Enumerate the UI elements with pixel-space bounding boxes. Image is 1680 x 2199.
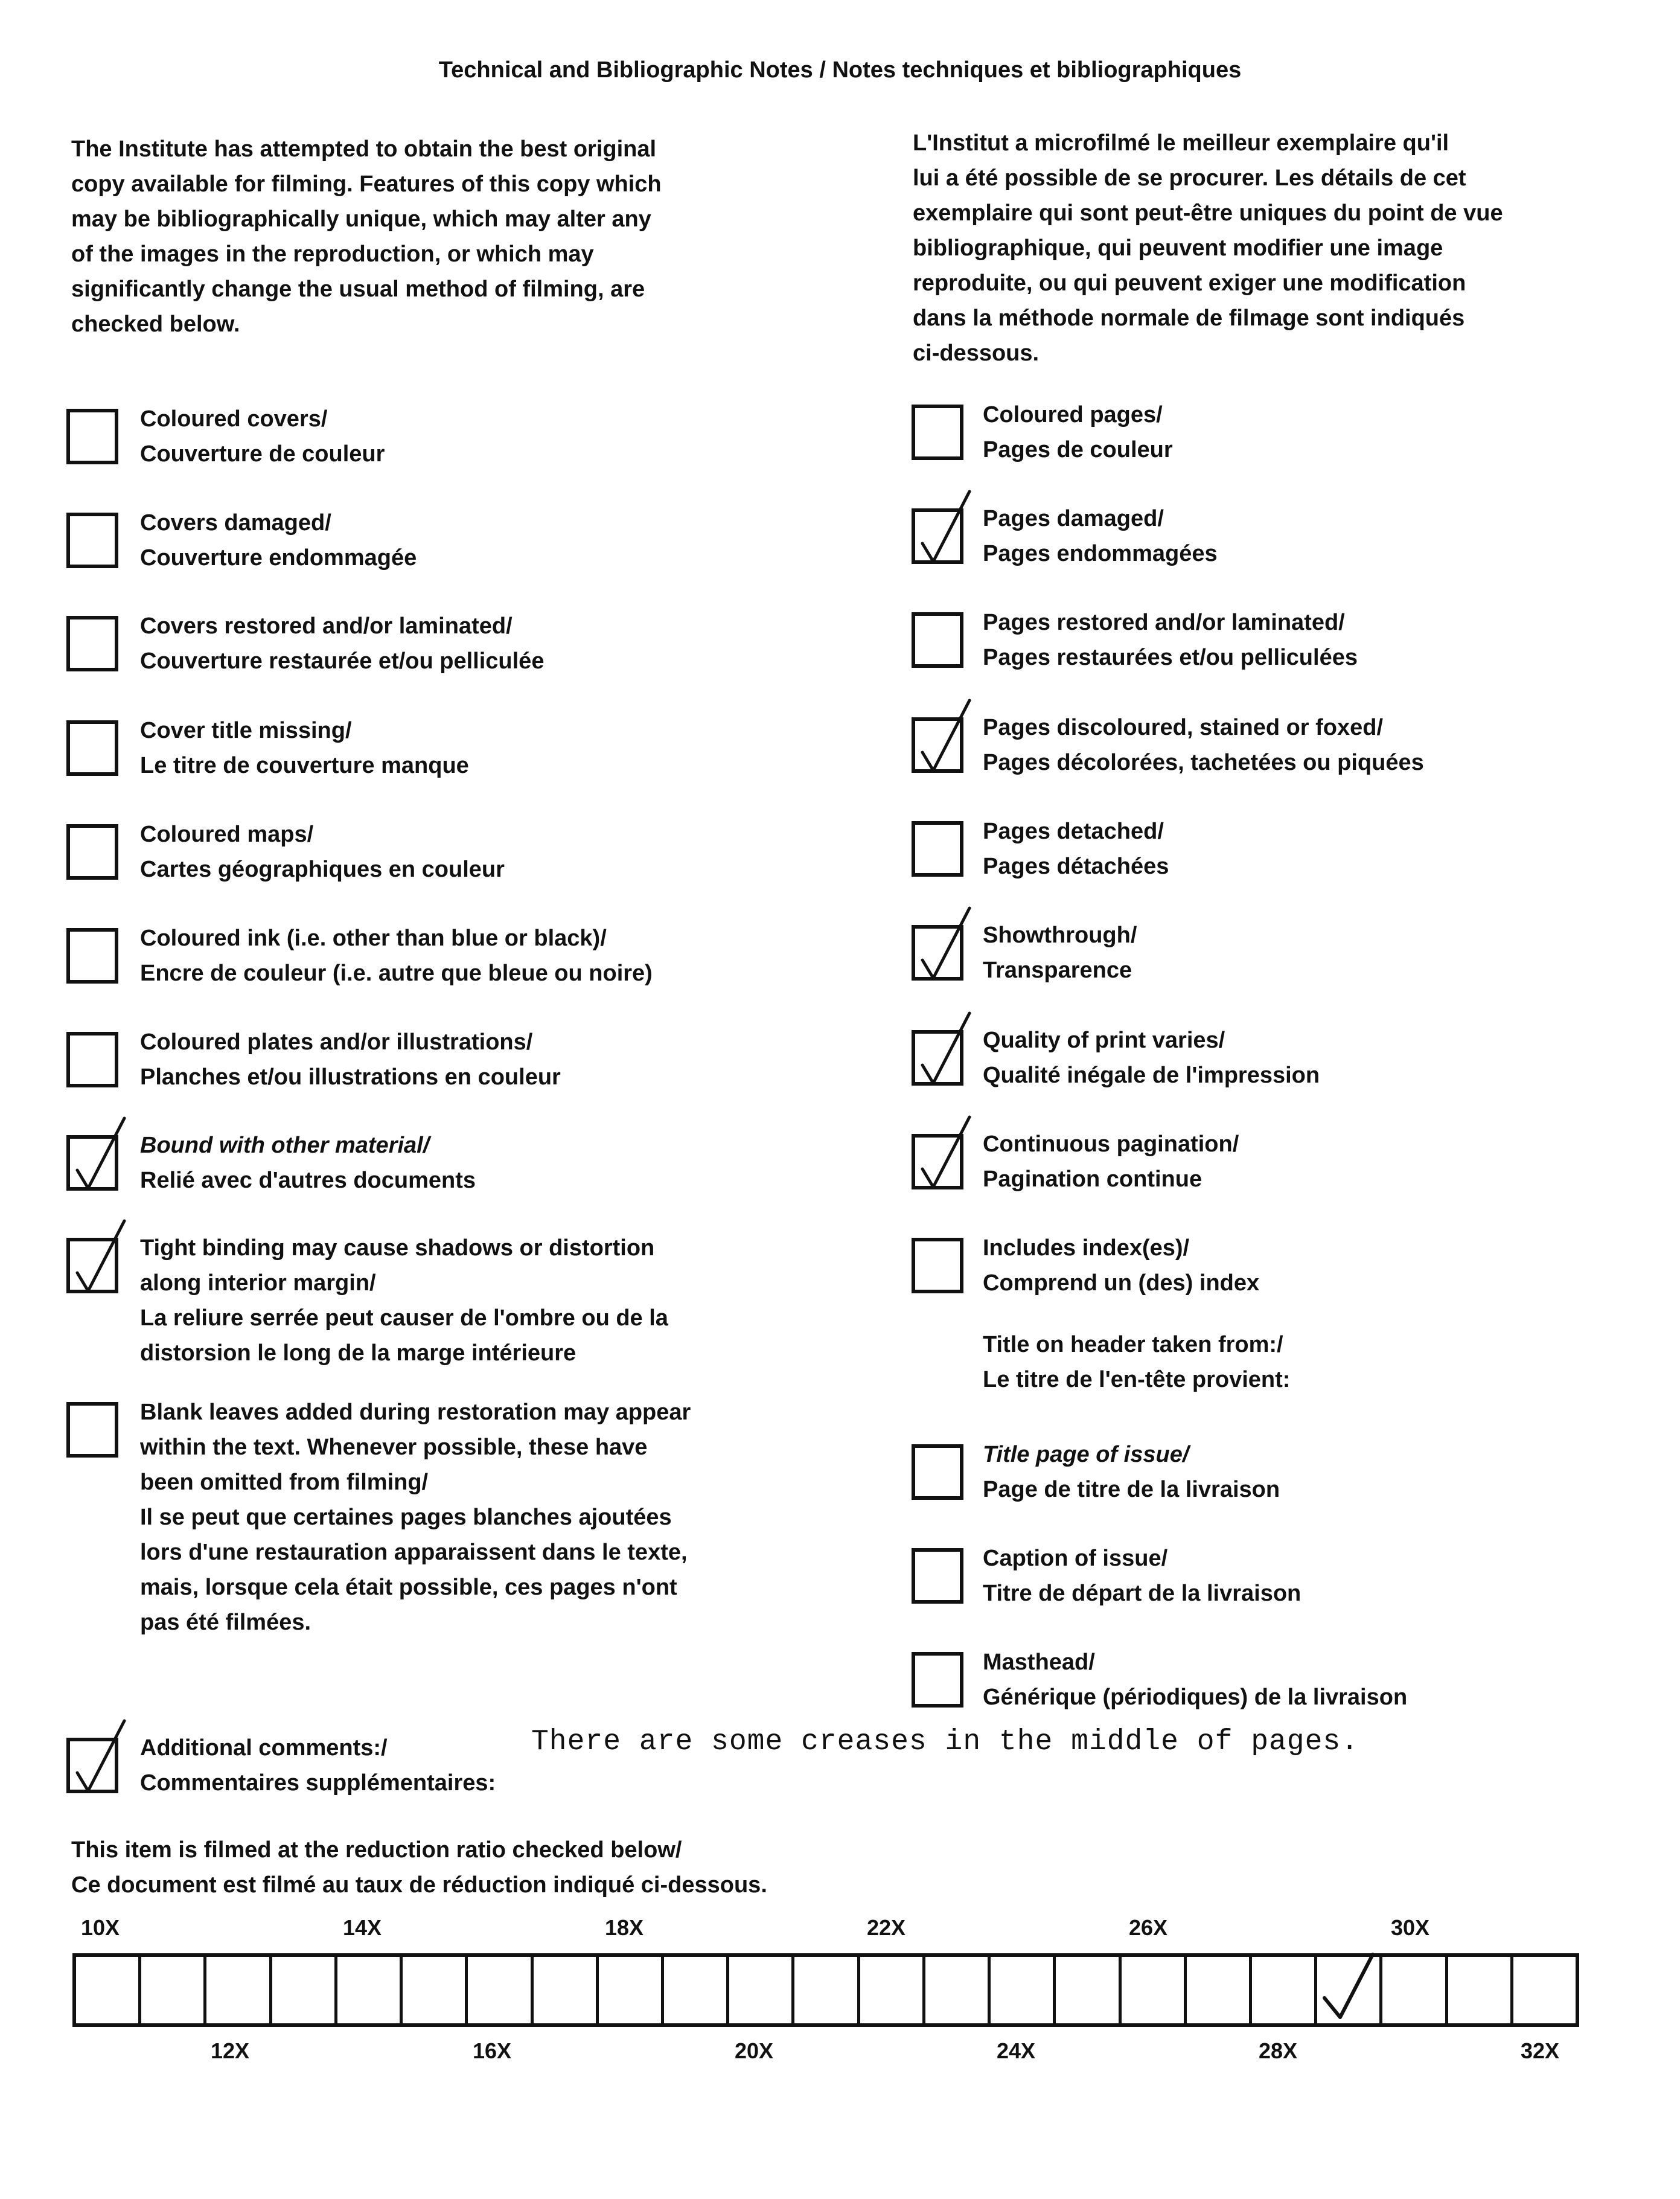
label-line: pas été filmées. (140, 1610, 311, 1635)
label-pages-damaged (983, 501, 1218, 571)
ratio-cell[interactable] (860, 1957, 925, 2023)
label-line: Includes index(es)/ (983, 1235, 1190, 1261)
label-tight-binding-may-cause-shadows-or-distortion (140, 1231, 668, 1371)
checkmark-icon (64, 1115, 130, 1199)
label-line: Qualité inégale de l'impression (983, 1063, 1320, 1088)
ratio-cell[interactable] (1252, 1957, 1317, 2023)
intro-line: reproduite, ou qui peuvent exiger une modification (913, 270, 1466, 296)
label-line: Bound with other material/ (140, 1133, 430, 1158)
checkmark-icon (909, 904, 976, 989)
checkbox-title-page-of-issue[interactable] (912, 1444, 963, 1500)
ratio-cell[interactable] (1056, 1957, 1121, 2023)
checkbox-tight-binding-may-cause-shadows-or-distortion[interactable] (66, 1238, 118, 1293)
label-masthead (983, 1645, 1407, 1715)
label-line: Couverture endommagée (140, 545, 417, 571)
intro-line: L'Institut a microfilmé le meilleur exemplaire qu'il (913, 130, 1449, 156)
label-line: Showthrough/ (983, 923, 1137, 948)
checkbox-pages-discoloured-stained-or-foxed[interactable] (912, 717, 963, 773)
label-includes-index-es (983, 1231, 1259, 1301)
checkmark-icon (909, 1113, 976, 1198)
header-source-label (983, 1327, 1290, 1397)
label-cover-title-missing (140, 713, 469, 783)
header-source-line-en: Title on header taken from:/ (983, 1332, 1283, 1357)
label-line: Covers damaged/ (140, 510, 331, 536)
ratio-cell[interactable] (925, 1957, 991, 2023)
intro-line: lui a été possible de se procurer. Les détails de cet (913, 165, 1466, 191)
ratio-cell[interactable] (1187, 1957, 1252, 2023)
label-line: Pages endommagées (983, 541, 1218, 566)
ratio-label-top: 14X (343, 1915, 382, 1940)
label-continuous-pagination (983, 1127, 1239, 1197)
additional-comments-label (140, 1730, 496, 1800)
label-line: Pages restored and/or laminated/ (983, 610, 1345, 635)
checkbox-coloured-covers[interactable] (66, 409, 118, 464)
reduction-line-fr: Ce document est filmé au taux de réduction indiqué ci-dessous. (71, 1872, 767, 1898)
label-line: Cover title missing/ (140, 718, 352, 743)
label-line: Caption of issue/ (983, 1546, 1168, 1571)
checkbox-continuous-pagination[interactable] (912, 1134, 963, 1189)
label-line: been omitted from filming/ (140, 1470, 429, 1495)
label-line: Pages discoloured, stained or foxed/ (983, 715, 1384, 740)
checkbox-showthrough[interactable] (912, 925, 963, 981)
checkbox-pages-restored-and-or-laminated[interactable] (912, 612, 963, 668)
label-line: mais, lorsque cela était possible, ces pages n'ont (140, 1575, 677, 1600)
checkbox-coloured-ink-i-e-other-than-blue-or-black[interactable] (66, 928, 118, 984)
checkmark-icon (1317, 1951, 1384, 2029)
ratio-label-bottom: 28X (1259, 2038, 1298, 2063)
checkbox-pages-detached[interactable] (912, 821, 963, 877)
ratio-cell[interactable] (141, 1957, 206, 2023)
label-coloured-plates-and-or-illustrations (140, 1025, 561, 1095)
ratio-cell[interactable] (1122, 1957, 1187, 2023)
checkbox-pages-damaged[interactable] (912, 508, 963, 564)
comments-line-en: Additional comments:/ (140, 1735, 388, 1761)
checkbox-includes-index-es[interactable] (912, 1238, 963, 1293)
ratio-cell[interactable] (272, 1957, 337, 2023)
label-line: Relié avec d'autres documents (140, 1168, 476, 1193)
ratio-label-bottom: 32X (1521, 2038, 1560, 2063)
label-pages-detached (983, 814, 1169, 884)
checkmark-icon (909, 1010, 976, 1094)
label-blank-leaves-added-during-restoration-may-appear (140, 1395, 691, 1640)
checkbox-masthead[interactable] (912, 1652, 963, 1708)
label-line: Continuous pagination/ (983, 1132, 1239, 1157)
ratio-cell[interactable] (1317, 1957, 1382, 2023)
ratio-cell[interactable] (794, 1957, 860, 2023)
ratio-cell[interactable] (729, 1957, 794, 2023)
checkmark-icon (909, 488, 976, 572)
checkmark-icon (64, 1717, 130, 1802)
label-line: distorsion le long de la marge intérieure (140, 1340, 577, 1366)
ratio-label-bottom: 12X (211, 2038, 250, 2063)
ratio-cell[interactable] (403, 1957, 468, 2023)
reduction-line-en: This item is filmed at the reduction ratio checked below/ (71, 1837, 682, 1863)
label-line: lors d'une restauration apparaissent dans le texte, (140, 1540, 688, 1565)
label-line: Pages détachées (983, 854, 1169, 879)
checkbox-quality-of-print-varies[interactable] (912, 1030, 963, 1086)
label-showthrough (983, 918, 1137, 988)
label-coloured-pages (983, 397, 1173, 467)
page-title: Technical and Bibliographic Notes / Notes techniques et bibliographiques (438, 57, 1242, 83)
intro-french (913, 126, 1503, 371)
intro-line: copy available for filming. Features of this copy which (71, 171, 662, 197)
label-coloured-maps (140, 817, 505, 887)
label-pages-discoloured-stained-or-foxed (983, 710, 1424, 780)
label-line: Pages décolorées, tachetées ou piquées (983, 750, 1424, 775)
label-line: Blank leaves added during restoration may appear (140, 1400, 691, 1425)
reduction-ratio-text (71, 1832, 767, 1903)
label-coloured-ink-i-e-other-than-blue-or-black (140, 921, 653, 991)
comments-line-fr: Commentaires supplémentaires: (140, 1770, 496, 1796)
label-line: Quality of print varies/ (983, 1028, 1225, 1053)
ratio-label-top: 18X (605, 1915, 644, 1940)
ratio-cell[interactable] (337, 1957, 403, 2023)
checkbox-cover-title-missing[interactable] (66, 720, 118, 776)
ratio-cell[interactable] (206, 1957, 272, 2023)
label-covers-damaged (140, 505, 417, 575)
checkbox-covers-damaged[interactable] (66, 513, 118, 568)
label-line: Encre de couleur (i.e. autre que bleue ou noire) (140, 961, 653, 986)
label-line: Coloured ink (i.e. other than blue or black)/ (140, 926, 607, 951)
label-line: Couverture restaurée et/ou pelliculée (140, 648, 545, 674)
intro-line: checked below. (71, 312, 240, 337)
ratio-cell[interactable] (1448, 1957, 1513, 2023)
label-line: Pages de couleur (983, 437, 1173, 463)
ratio-cell[interactable] (1513, 1957, 1576, 2023)
label-line: Tight binding may cause shadows or distortion (140, 1235, 655, 1261)
label-line: Cartes géographiques en couleur (140, 857, 505, 882)
checkbox-coloured-plates-and-or-illustrations[interactable] (66, 1032, 118, 1087)
label-title-page-of-issue (983, 1437, 1280, 1507)
label-line: Coloured pages/ (983, 402, 1163, 427)
intro-line: may be bibliographically unique, which may alter any (71, 206, 651, 232)
ratio-label-bottom: 20X (735, 2038, 774, 2063)
ratio-label-bottom: 16X (473, 2038, 512, 2063)
checkmark-icon (64, 1217, 130, 1302)
label-quality-of-print-varies (983, 1023, 1320, 1093)
ratio-cell[interactable] (534, 1957, 599, 2023)
label-line: Covers restored and/or laminated/ (140, 613, 513, 639)
intro-line: significantly change the usual method of filming, are (71, 277, 645, 302)
ratio-cell[interactable] (664, 1957, 729, 2023)
label-line: Pagination continue (983, 1167, 1203, 1192)
ratio-label-top: 22X (867, 1915, 906, 1940)
ratio-label-top: 26X (1129, 1915, 1168, 1940)
checkbox-bound-with-other-material[interactable] (66, 1135, 118, 1191)
label-line: Pages detached/ (983, 819, 1164, 844)
label-line: Pages damaged/ (983, 506, 1164, 531)
reduction-ratio-strip (72, 1953, 1579, 2027)
label-line: Masthead/ (983, 1650, 1095, 1675)
label-line: Coloured plates and/or illustrations/ (140, 1029, 533, 1055)
intro-line-part: bibliographique, qui peuvent modifier une image (913, 235, 1443, 261)
label-pages-restored-and-or-laminated (983, 605, 1358, 675)
label-line: Comprend un (des) index (983, 1270, 1260, 1296)
intro-line: dans la méthode normale de filmage sont indiqués (913, 306, 1465, 331)
ratio-label-bottom: 24X (997, 2038, 1036, 2063)
label-line: Pages restaurées et/ou pelliculées (983, 645, 1358, 670)
label-line: Générique (périodiques) de la livraison (983, 1685, 1408, 1710)
label-line: Planches et/ou illustrations en couleur (140, 1064, 561, 1090)
ratio-cell[interactable] (76, 1957, 141, 2023)
intro-line: ci-dessous. (913, 341, 1040, 366)
checkmark-icon (909, 697, 976, 781)
ratio-cell[interactable] (991, 1957, 1056, 2023)
label-bound-with-other-material (140, 1128, 476, 1198)
checkbox-blank-leaves-added-during-restoration-may-appear[interactable] (66, 1402, 118, 1458)
label-line: Il se peut que certaines pages blanches ajoutées (140, 1505, 672, 1530)
label-line: Coloured covers/ (140, 406, 328, 432)
label-coloured-covers (140, 402, 385, 472)
additional-comments-text: There are some creases in the middle of pages. (531, 1726, 1359, 1758)
intro-line: The Institute has attempted to obtain the best original (71, 136, 657, 162)
ratio-label-top: 30X (1391, 1915, 1430, 1940)
intro-english (71, 132, 662, 342)
label-line: Le titre de couverture manque (140, 753, 469, 778)
label-caption-of-issue (983, 1541, 1301, 1611)
label-line: along interior margin/ (140, 1270, 376, 1296)
ratio-cell[interactable] (1382, 1957, 1448, 2023)
ratio-cell[interactable] (599, 1957, 664, 2023)
label-line: Titre de départ de la livraison (983, 1581, 1302, 1606)
label-line: La reliure serrée peut causer de l'ombre ou de la (140, 1305, 668, 1331)
label-line: Title page of issue/ (983, 1442, 1189, 1467)
label-line: Couverture de couleur (140, 441, 385, 467)
label-line: Page de titre de la livraison (983, 1477, 1280, 1502)
intro-line: of the images in the reproduction, or which may (71, 242, 594, 267)
header-source-line-fr: Le titre de l'en-tête provient: (983, 1367, 1291, 1392)
label-line: Transparence (983, 958, 1132, 983)
ratio-cell[interactable] (468, 1957, 533, 2023)
checkbox-coloured-maps[interactable] (66, 824, 118, 880)
ratio-label-top: 10X (81, 1915, 120, 1940)
checkbox-caption-of-issue[interactable] (912, 1548, 963, 1604)
label-covers-restored-and-or-laminated (140, 609, 544, 679)
additional-comments-checkbox[interactable] (66, 1738, 118, 1793)
intro-line: exemplaire qui sont peut-être uniques du point de vue (913, 200, 1503, 226)
label-line: Coloured maps/ (140, 822, 314, 847)
checkbox-coloured-pages[interactable] (912, 405, 963, 460)
intro-line (913, 231, 1503, 266)
checkbox-covers-restored-and-or-laminated[interactable] (66, 616, 118, 671)
label-line: within the text. Whenever possible, these have (140, 1435, 648, 1460)
